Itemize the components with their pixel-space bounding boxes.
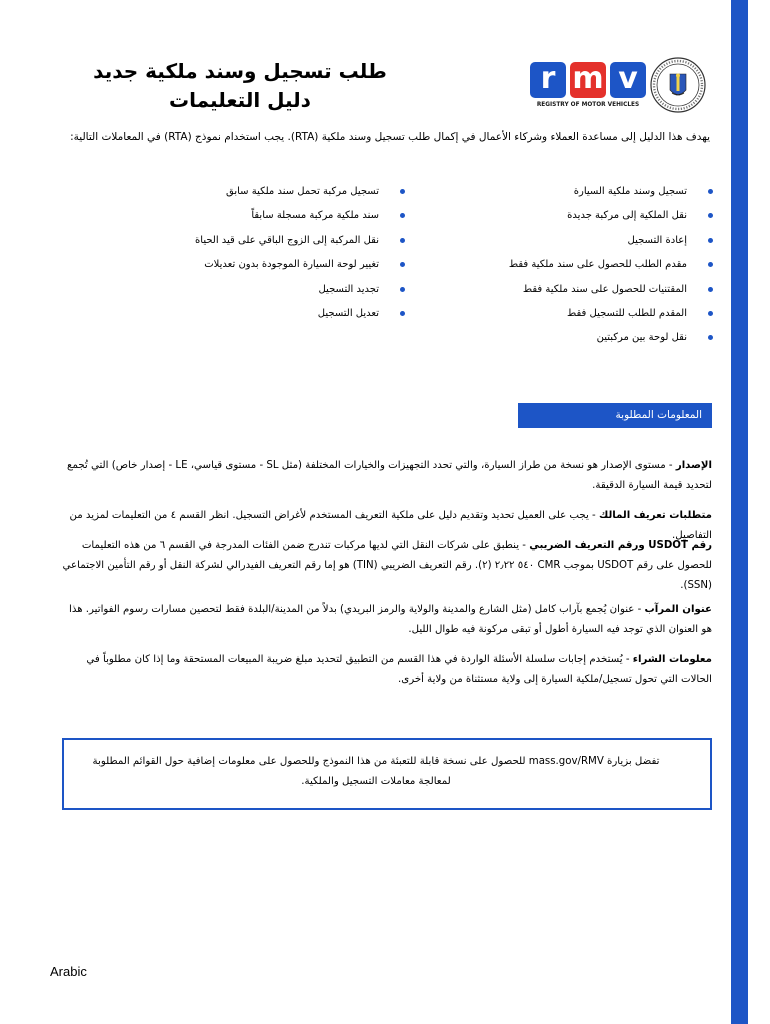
rmv-logo-letter-r: r bbox=[530, 62, 566, 98]
list-item-label: نقل الملكية إلى مركبة جديدة bbox=[567, 210, 687, 222]
rmv-logo-letter-v: v bbox=[610, 62, 646, 98]
list-item-label: مقدم الطلب للحصول على سند ملكية فقط bbox=[508, 259, 687, 271]
bullet-icon bbox=[708, 311, 713, 316]
bullet-icon bbox=[400, 213, 405, 218]
list-item bbox=[443, 180, 713, 204]
right-edge-bar bbox=[731, 0, 748, 1024]
paragraph-label: الإصدار bbox=[675, 460, 712, 471]
list-item bbox=[443, 278, 713, 302]
paragraph-label: رقم USDOT ورقم التعريف الضريبي bbox=[529, 540, 712, 551]
paragraph-purchase-info bbox=[60, 650, 712, 690]
list-item-label: تغيير لوحة السيارة الموجودة بدون تعديلات bbox=[204, 259, 379, 271]
bullet-icon bbox=[708, 189, 713, 194]
list-item bbox=[443, 326, 713, 350]
bullet-icon bbox=[400, 311, 405, 316]
list-item-label: تسجيل وسند ملكية السيارة bbox=[573, 186, 687, 197]
paragraph-text: - مستوى الإصدار هو نسخة من طراز السيارة، والتي تحدد التجهيزات والخيارات المختلفة (مثل SL - مستوى قياسي، LE - إصدار خاص) التي تُجمع لتحديد قيمة السيارة الدقيقة. bbox=[67, 460, 712, 491]
list-item-label: نقل المركبة إلى الزوج الباقي على قيد الحياة bbox=[195, 234, 379, 246]
list-item-label: المقدم للطلب للتسجيل فقط bbox=[566, 308, 687, 320]
list-item bbox=[443, 229, 713, 253]
list-item-label: تعديل التسجيل bbox=[317, 308, 379, 320]
rmv-logo bbox=[530, 62, 646, 108]
paragraph-label: معلومات الشراء bbox=[632, 654, 712, 665]
bullet-icon bbox=[400, 238, 405, 243]
paragraph-label: عنوان المرآب bbox=[644, 604, 712, 615]
bullet-icon bbox=[708, 262, 713, 267]
footer-note: تفضل بزيارة mass.gov/RMV للحصول على نسخة قابلة للتعبئة من هذا النموذج وللحصول على معلومات إضافية حول القوائم المطلوبة لمعالجة معاملات التسجيل والملكية. bbox=[92, 756, 660, 787]
language-label: Arabic bbox=[50, 964, 87, 979]
transaction-list-left bbox=[105, 180, 405, 326]
title-line-2: دليل التعليمات bbox=[169, 88, 311, 112]
list-item-label: المقتنيات للحصول على سند ملكية فقط bbox=[522, 283, 687, 295]
paragraph-text: - يُستخدم إجابات سلسلة الأسئلة الواردة في هذا القسم من التطبيق لتحديد مبلغ ضريبة المبيعات المستحقة وما إذا كان مطلوباً في الحالات التي تحول تسجيل/ملكية السيارة إلى ولاية مستثناة من ولاية أخرى. bbox=[86, 654, 712, 685]
list-item bbox=[443, 204, 713, 228]
list-item bbox=[105, 278, 405, 302]
bullet-icon bbox=[400, 189, 405, 194]
intro-paragraph: يهدف هذا الدليل إلى مساعدة العملاء وشركاء الأعمال في إكمال طلب تسجيل وسند ملكية (RTA). يجب استخدام نموذج (RTA) في المعاملات التالية: bbox=[70, 131, 710, 143]
footer-note-box bbox=[62, 738, 712, 810]
bullet-icon bbox=[708, 335, 713, 340]
bullet-icon bbox=[708, 238, 713, 243]
paragraph-trim-level bbox=[60, 456, 712, 496]
list-item bbox=[105, 253, 405, 277]
bullet-icon bbox=[708, 287, 713, 292]
section-header-required-info: المعلومات المطلوبة bbox=[518, 403, 712, 428]
bullet-icon bbox=[400, 287, 405, 292]
document-title bbox=[75, 57, 405, 115]
paragraph-garage-address bbox=[60, 600, 712, 640]
list-item bbox=[443, 253, 713, 277]
list-item bbox=[105, 302, 405, 326]
list-item bbox=[105, 229, 405, 253]
paragraph-text: - ينطبق على شركات النقل التي لديها مركبات تندرج ضمن الفئات المدرجة في القسم ٦ من هذه التعليمات للحصول على رقم USDOT بموجب CMR ٥٤٠ ٢٫٢٢ (٢). رقم التعريف الضريبي (TIN) هو إما رقم التعريف الفيدرالي لشركة النقل أو رقم التأمين الاجتماعي (SSN). bbox=[62, 540, 712, 591]
list-item-label: تجديد التسجيل bbox=[318, 283, 379, 295]
paragraph-text: - عنوان يُجمع بآراب كامل (مثل الشارع والمدينة والولاية والرمز البريدي) بدلاً من المدينة/البلدة فقط لتحصين مسارات رسوم الفواتير. هذا هو العنوان الذي توجد فيه السيارة أطول أو تبقى مركونة فيه طوال الليل. bbox=[69, 604, 712, 635]
list-item-label: سند ملكية مركبة مسجلة سابقاً bbox=[251, 210, 379, 222]
paragraph-label: متطلبات تعريف المالك bbox=[598, 510, 712, 521]
bullet-icon bbox=[708, 213, 713, 218]
transaction-list-right bbox=[443, 180, 713, 351]
paragraph-text: - يجب على العميل تحديد وتقديم دليل على ملكية التعريف المستخدم لأغراض التسجيل. انظر القسم ٤ من التعليمات لمزيد من التفاصيل. bbox=[69, 510, 712, 541]
list-item-label: إعادة التسجيل bbox=[627, 234, 687, 246]
list-item bbox=[105, 180, 405, 204]
list-item bbox=[443, 302, 713, 326]
paragraph-usdot bbox=[60, 536, 712, 596]
bullet-icon bbox=[400, 262, 405, 267]
massachusetts-seal-icon bbox=[650, 57, 706, 113]
rmv-logo-subtitle: REGISTRY OF MOTOR VEHICLES bbox=[536, 102, 640, 108]
title-line-1: طلب تسجيل وسند ملكية جديد bbox=[93, 59, 387, 83]
rmv-logo-letter-m: m bbox=[570, 62, 606, 98]
list-item-label: نقل لوحة بين مركبتين bbox=[596, 332, 687, 344]
list-item bbox=[105, 204, 405, 228]
list-item-label: تسجيل مركبة تحمل سند ملكية سابق bbox=[225, 186, 379, 197]
